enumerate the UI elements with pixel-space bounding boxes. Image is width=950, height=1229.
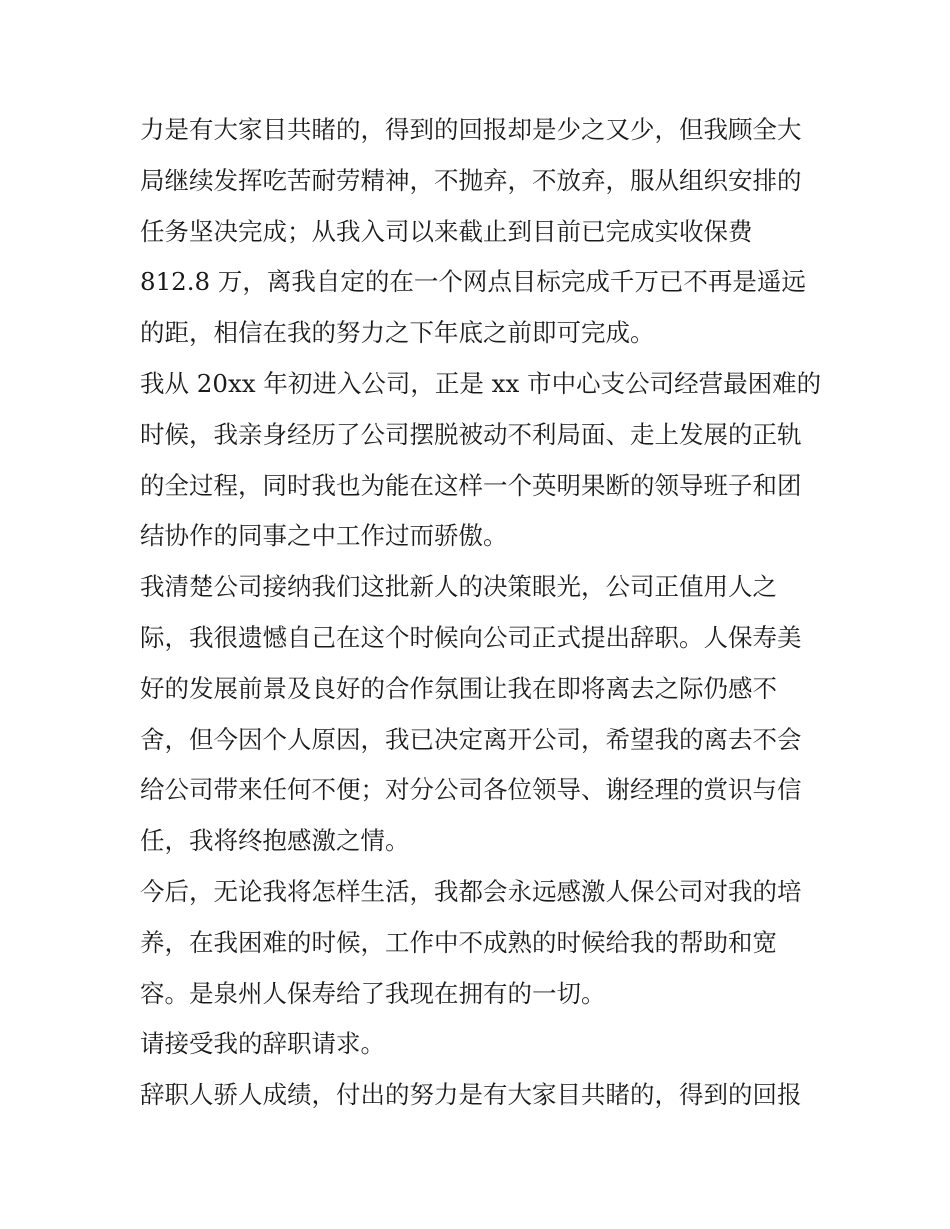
document-body bbox=[140, 105, 820, 1121]
text-line: 我清楚公司接纳我们这批新人的决策眼光，公司正值用人之 bbox=[140, 572, 777, 602]
text-line: 时候，我亲身经历了公司摆脱被动不利局面、走上发展的正轨 bbox=[140, 419, 802, 449]
text-line: 局继续发挥吃苦耐劳精神，不抛弃，不放弃，服从组织安排的 bbox=[140, 165, 802, 195]
text-line: 好的发展前景及良好的合作氛围让我在即将离去之际仍感不 bbox=[140, 673, 777, 703]
text-line: 任，我将终抱感激之情。 bbox=[140, 826, 410, 856]
text-line: 的全过程，同时我也为能在这样一个英明果断的领导班子和团 bbox=[140, 470, 802, 500]
text-line: 的距，相信在我的努力之下年底之前即可完成。 bbox=[140, 318, 655, 348]
text-line: 给公司带来任何不便；对分公司各位领导、谢经理的赏识与信 bbox=[140, 775, 802, 805]
text-line: 舍，但今因个人原因，我已决定离开公司，希望我的离去不会 bbox=[140, 724, 802, 754]
text-line: 我从 20xx 年初进入公司，正是 xx 市中心支公司经营最困难的 bbox=[140, 368, 822, 398]
text-line: 今后，无论我将怎样生活，我都会永远感激人保公司对我的培 bbox=[140, 876, 802, 906]
text-line: 容。是泉州人保寿给了我现在拥有的一切。 bbox=[140, 978, 606, 1008]
text-line: 812.8 万，离我自定的在一个网点目标完成千万已不再是遥远 bbox=[140, 267, 806, 297]
text-line: 任务坚决完成；从我入司以来截止到目前已完成实收保费 bbox=[140, 216, 753, 246]
text-line: 辞职人骄人成绩，付出的努力是有大家目共睹的，得到的回报 bbox=[140, 1080, 802, 1110]
text-line: 际，我很遗憾自己在这个时候向公司正式提出辞职。人保寿美 bbox=[140, 622, 802, 652]
text-line: 力是有大家目共睹的，得到的回报却是少之又少，但我顾全大 bbox=[140, 115, 802, 144]
text-line: 养，在我困难的时候，工作中不成熟的时候给我的帮助和宽 bbox=[140, 927, 777, 957]
text-line: 请接受我的辞职请求。 bbox=[140, 1029, 385, 1059]
text-line: 结协作的同事之中工作过而骄傲。 bbox=[140, 521, 508, 551]
